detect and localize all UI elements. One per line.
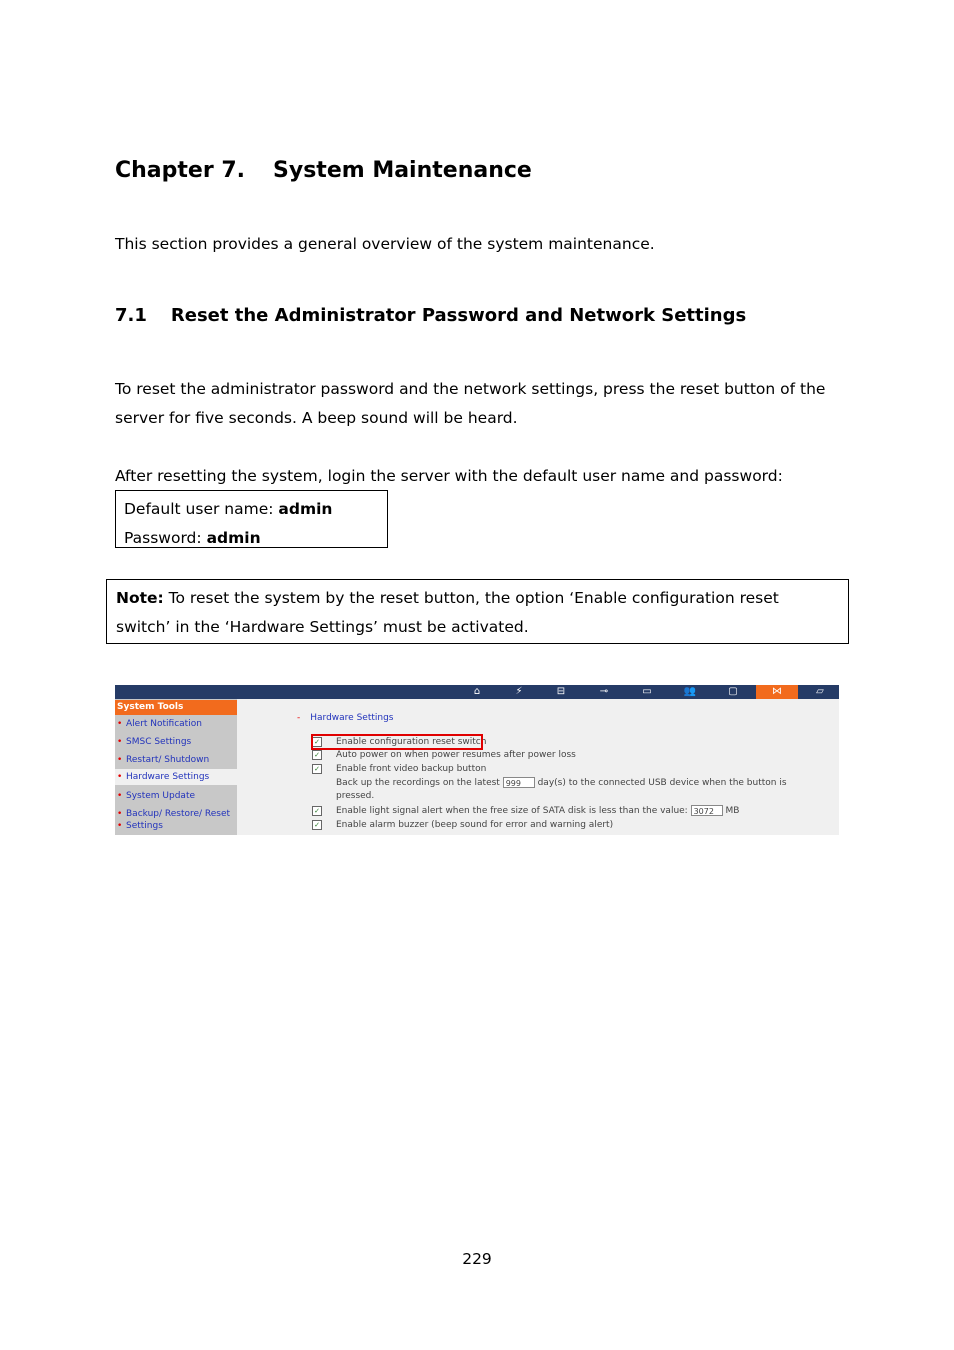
network-icon[interactable]: ⚡ [515,686,523,697]
chapter-number: Chapter 7. [115,158,246,183]
main-heading [297,713,393,723]
config-reset-label: Enable configuration reset switch [336,737,487,747]
option-backup-days-cont [312,790,374,802]
sidebar-item-backup-restore-reset[interactable]: • Backup/ Restore/ Reset [115,808,237,820]
after-reset-paragraph: After resetting the system, login the server with the default user name and password: [115,467,783,485]
sidebar-item-restart-shutdown[interactable]: • Restart/ Shutdown [115,754,237,766]
option-backup-days [312,777,787,789]
reset-paragraph-line2: server for five seconds. A beep sound will be heard. [115,409,518,427]
chapter-heading [115,158,532,183]
alarm-buzzer-checkbox[interactable]: ✓ [312,820,322,830]
config-reset-checkbox[interactable]: ✓ [312,737,322,747]
main-title: Hardware Settings [310,713,394,723]
option-auto-power [312,749,576,761]
tools-icon[interactable]: ⋈ [756,685,798,699]
password-label: Password: [124,529,207,547]
option-light-alert [312,805,739,817]
option-video-backup [312,763,486,775]
light-alert-checkbox[interactable]: ✓ [312,806,322,816]
username-value: admin [278,500,333,518]
backup-days-text-3: pressed. [336,791,375,801]
page-number: 229 [462,1250,492,1268]
sidebar-item-hardware-settings[interactable]: • Hardware Settings [115,769,237,785]
video-backup-checkbox[interactable]: ✓ [312,764,322,774]
backup-days-input[interactable]: 999 [503,777,535,788]
disk-icon[interactable]: ▭ [642,686,652,697]
light-alert-label: Enable light signal alert when the free size of SATA disk is less than the value: [336,806,688,816]
top-toolbar [115,685,839,699]
usb-icon[interactable]: ⊸ [599,686,609,697]
password-value: admin [206,529,261,547]
intro-paragraph: This section provides a general overview of the system maintenance. [115,235,655,253]
note-line2: switch’ in the ‘Hardware Settings’ must be activated. [116,618,529,636]
users-icon[interactable]: 👥 [683,686,697,697]
sidebar-title: System Tools [115,700,237,715]
section-heading [115,305,746,326]
light-alert-input[interactable]: 3072 [691,805,723,816]
note-text-1: To reset the system by the reset button, the option ‘Enable configuration reset [163,589,779,607]
sidebar-item-alert-notification[interactable]: • Alert Notification [115,718,237,730]
note-line1 [116,584,839,613]
home-icon[interactable]: ⌂ [473,686,481,697]
note-box [106,579,849,644]
chapter-title: System Maintenance [273,158,532,183]
note-label: Note: [116,589,164,607]
credentials-box [115,490,388,548]
alarm-buzzer-label: Enable alarm buzzer (beep sound for error and warning alert) [336,820,614,830]
highlight-box [311,734,483,750]
section-title: Reset the Administrator Password and Network Settings [170,305,747,326]
auto-power-checkbox[interactable]: ✓ [312,750,322,760]
section-number: 7.1 [115,305,147,326]
sidebar [115,699,237,835]
auto-power-label: Auto power on when power resumes after power loss [336,750,576,760]
backup-days-text-2: day(s) to the connected USB device when the button is [537,778,787,788]
device-icon[interactable]: ⊟ [556,686,566,697]
hardware-settings-screenshot [115,685,839,835]
sidebar-item-smsc-settings[interactable]: • SMSC Settings [115,736,237,748]
sidebar-item-system-update[interactable]: • System Update [115,790,237,802]
light-alert-unit: MB [725,806,740,816]
password-line [124,524,379,553]
share-icon[interactable]: ▢ [728,686,738,697]
backup-days-text-1: Back up the recordings on the latest [336,778,500,788]
option-alarm-buzzer [312,819,613,831]
sidebar-item-settings-label: Settings [126,821,163,831]
video-backup-label: Enable front video backup button [336,764,487,774]
heading-dash: - [297,713,301,723]
sidebar-item-backup-restore-reset-cont[interactable] [115,820,237,832]
username-line [124,495,379,524]
logout-icon[interactable]: ▱ [816,686,824,697]
reset-paragraph-line1: To reset the administrator password and the network settings, press the reset button of the [115,380,826,398]
username-label: Default user name: [124,500,279,518]
